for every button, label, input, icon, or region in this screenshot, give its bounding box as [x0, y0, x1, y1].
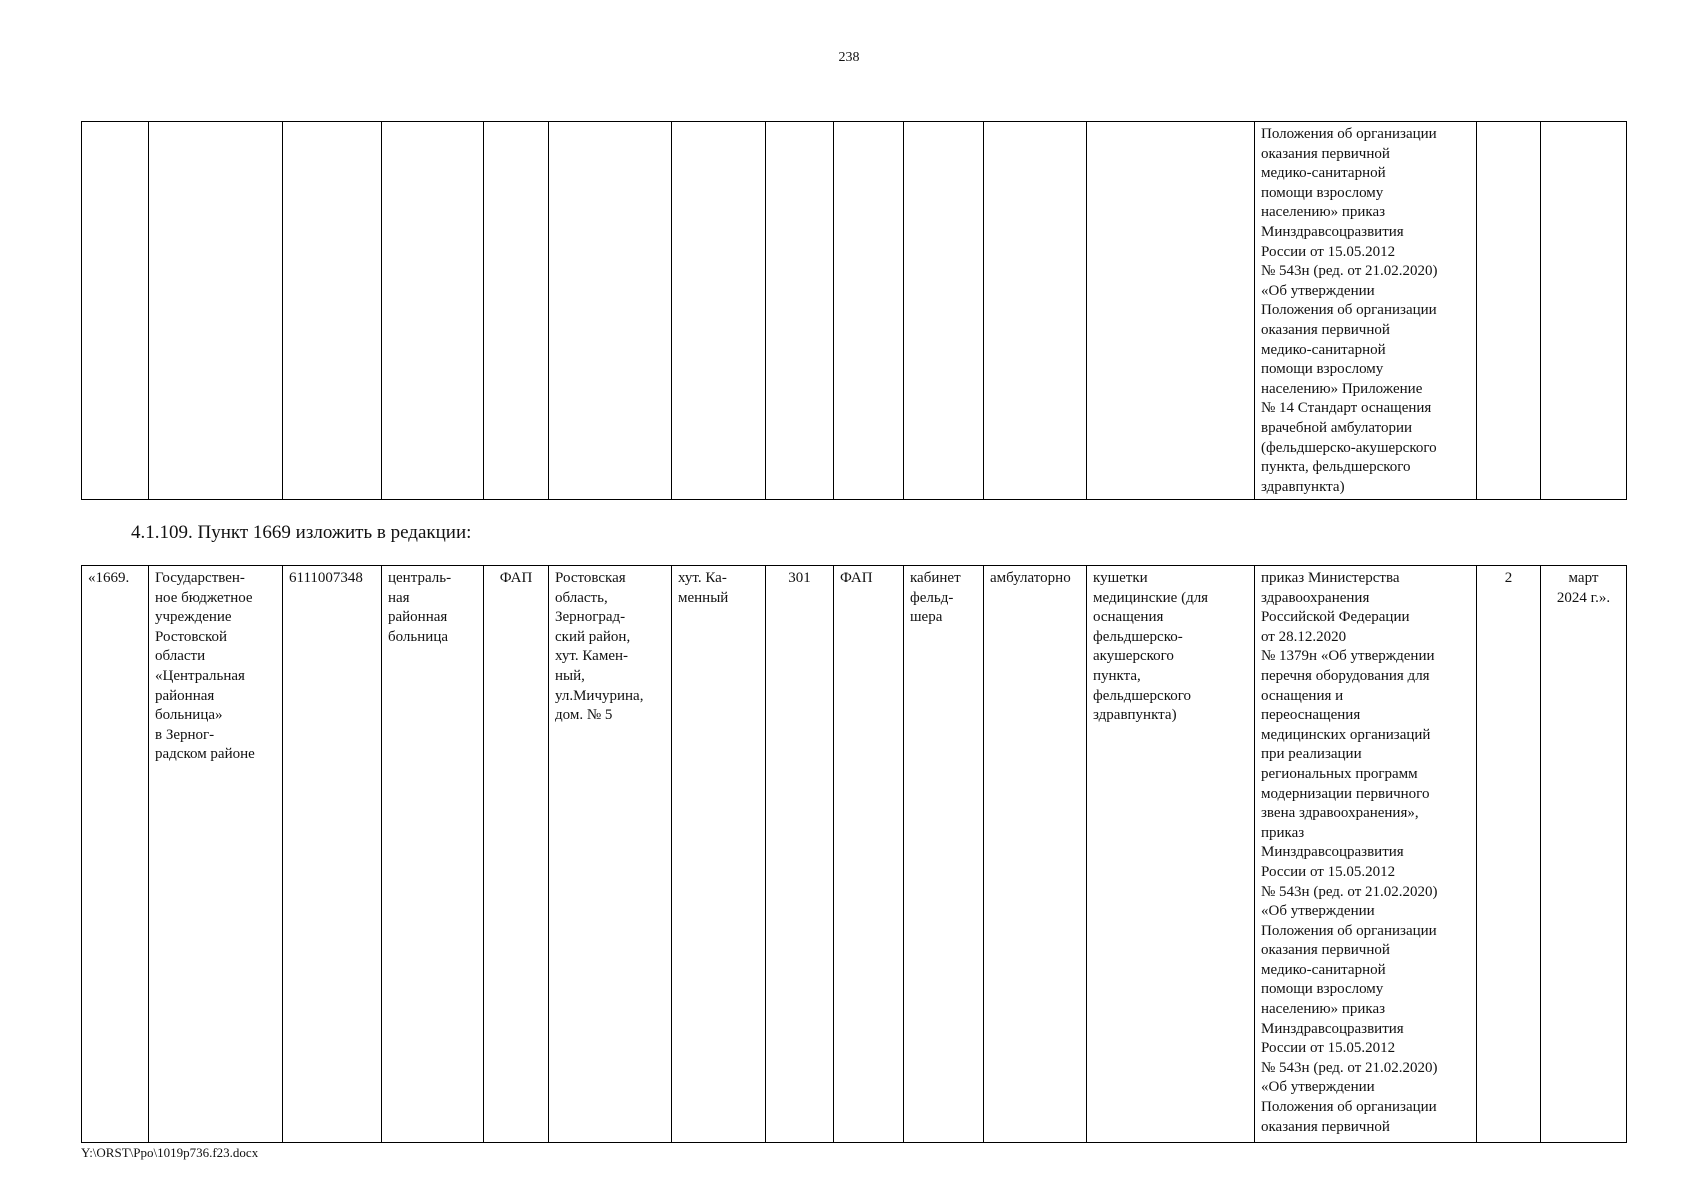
- table-cell: [904, 122, 984, 500]
- legal-basis-cell: приказ Министерства здравоохранения Российской Федерации от 28.12.2020 № 1379н «Об утверждении перечня оборудования для оснащения и переоснащения медицинских организаций при реализации региональных программ модернизации первичного звена здравоохранения», приказ Минздравсоцразвития России от 15.05.2012 № 543н (ред. от 21.02.2020) «Об утверждении Положения об организации оказания первичной медико-санитарной помощи взрослому населению» приказ Минздравсоцразвития России от 15.05.2012 № 543н (ред. от 21.02.2020) «Об утверждении Положения об организации оказания первичной: [1255, 566, 1477, 1143]
- date-cell: март 2024 г.».: [1541, 566, 1627, 1143]
- file-path-footer: Y:\ORST\Ppo\1019p736.f23.docx: [81, 1145, 259, 1160]
- facility-cell: ФАП: [834, 566, 904, 1143]
- address-cell: Ростовская область, Зерноград- ский район, хут. Камен- ный, ул.Мичурина, дом. № 5: [549, 566, 672, 1143]
- table-cell: [1541, 122, 1627, 500]
- room-cell: кабинет фельд- шера: [904, 566, 984, 1143]
- care-condition-cell: амбулаторно: [984, 566, 1087, 1143]
- table-row: [82, 566, 1627, 1143]
- instruction-text: 4.1.109. Пункт 1669 изложить в редакции:: [131, 522, 472, 543]
- table-cell: [1087, 122, 1255, 500]
- table-cell: [484, 122, 549, 500]
- item-1669-table: [81, 565, 1627, 1143]
- equipment-cell: кушетки медицинские (для оснащения фельдшерско- акушерского пункта, фельдшерского здравпункта): [1087, 566, 1255, 1143]
- table-cell: [1477, 122, 1541, 500]
- unit-type-cell: ФАП: [484, 566, 549, 1143]
- table-cell: [149, 122, 283, 500]
- table-cell: [283, 122, 382, 500]
- table-cell: [834, 122, 904, 500]
- population-cell: 301: [766, 566, 834, 1143]
- table-cell: [984, 122, 1087, 500]
- table-cell: [82, 122, 149, 500]
- table-row: [82, 122, 1627, 500]
- continuation-table: [81, 121, 1627, 500]
- organization-cell: Государствен- ное бюджетное учреждение Ростовской области «Центральная районная больница» в Зерног- радском районе: [149, 566, 283, 1143]
- settlement-cell: хут. Ка- менный: [672, 566, 766, 1143]
- org-type-cell: централь- ная районная больница: [382, 566, 484, 1143]
- table-cell: [672, 122, 766, 500]
- table-cell: [382, 122, 484, 500]
- item-number-cell: «1669.: [82, 566, 149, 1143]
- page-number: 238: [838, 50, 860, 65]
- inn-cell: 6111007348: [283, 566, 382, 1143]
- legal-basis-cell: Положения об организации оказания первичной медико-санитарной помощи взрослому населению» приказ Минздравсоцразвития России от 15.05.2012 № 543н (ред. от 21.02.2020) «Об утверждении Положения об организации оказания первичной медико-санитарной помощи взрослому населению» Приложение № 14 Стандарт оснащения врачебной амбулатории (фельдшерско-акушерского пункта, фельдшерского здравпункта): [1255, 122, 1477, 500]
- table-cell: [549, 122, 672, 500]
- quantity-cell: 2: [1477, 566, 1541, 1143]
- table-cell: [766, 122, 834, 500]
